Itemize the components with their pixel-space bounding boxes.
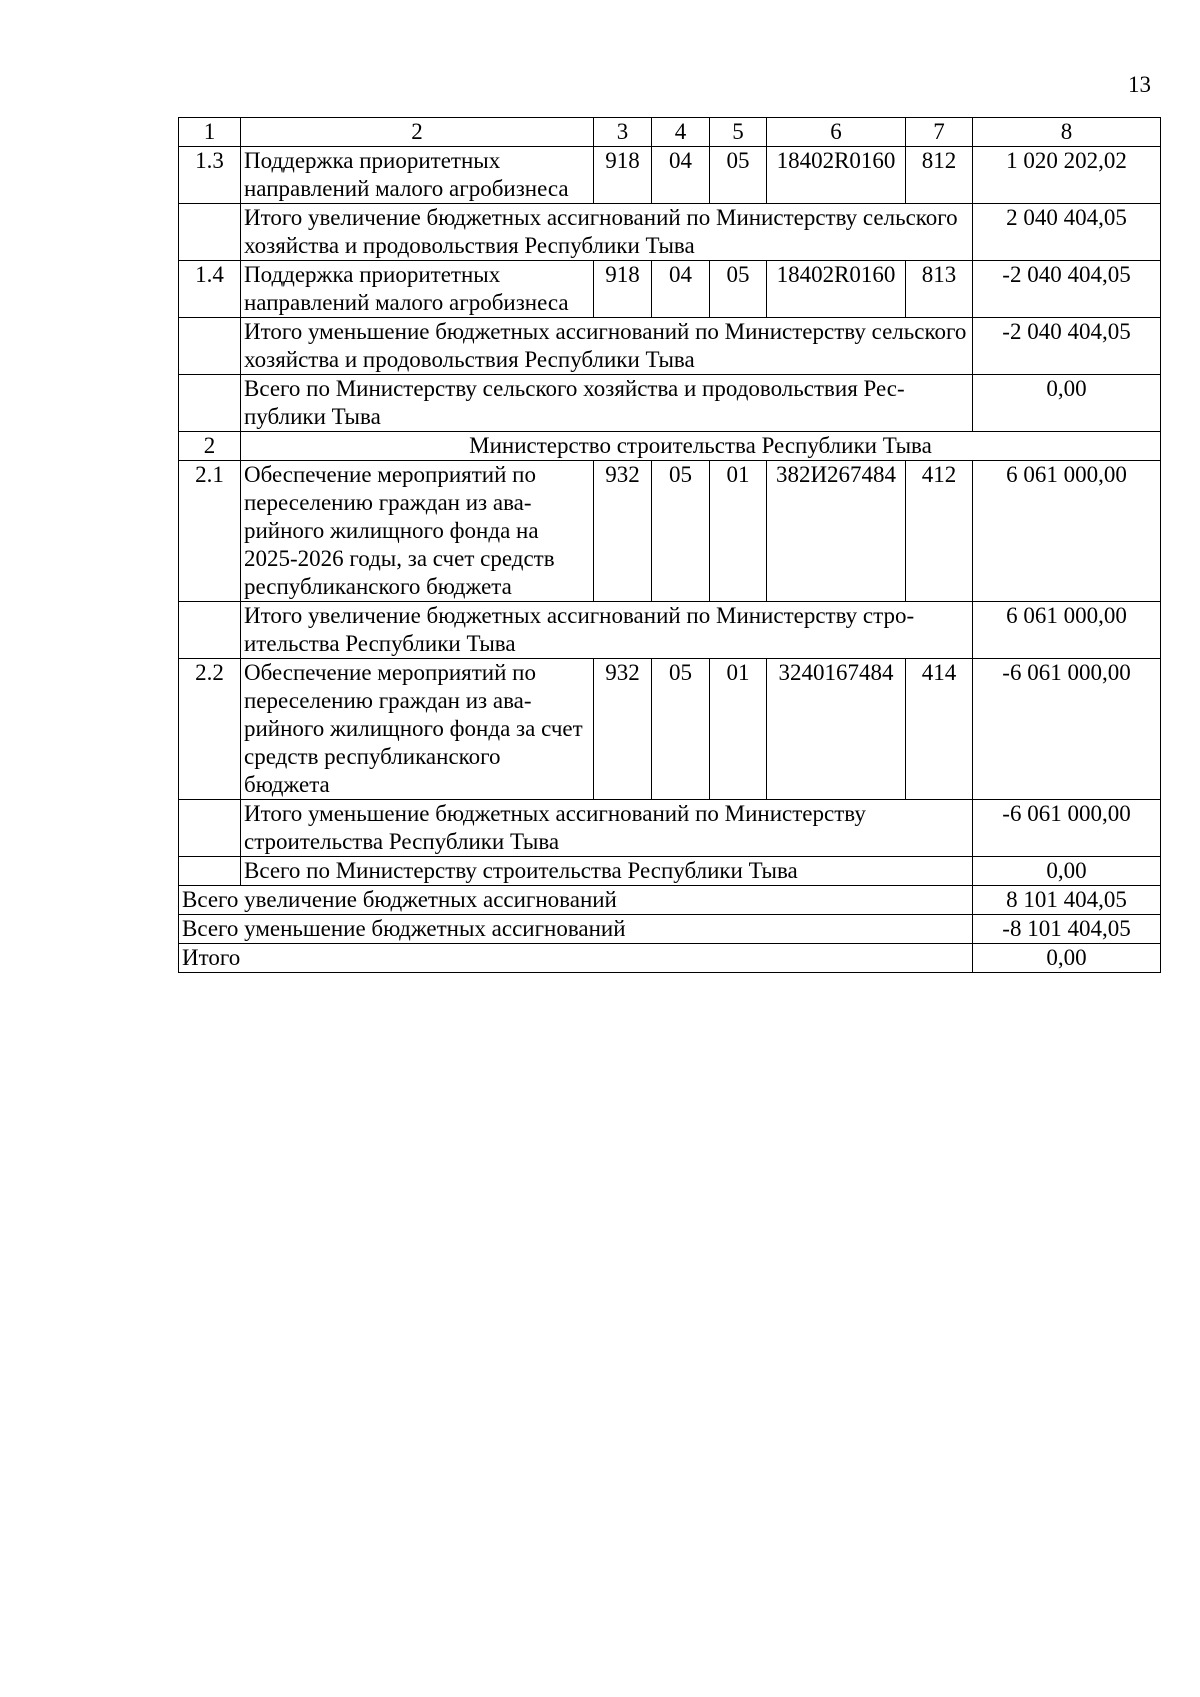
row-number bbox=[179, 204, 241, 261]
header-cell: 5 bbox=[710, 118, 767, 147]
amount-cell: -2 040 404,05 bbox=[973, 318, 1161, 375]
item-name: Обеспечение мероприятий по переселению граждан из аварийного жилищного фонда за счет средств республиканского бюджета bbox=[241, 659, 594, 800]
code-cell: 04 bbox=[652, 147, 710, 204]
total-label: Итого bbox=[179, 944, 973, 973]
code-cell: 932 bbox=[594, 461, 652, 602]
total-row bbox=[179, 944, 1161, 973]
subtotal-row bbox=[179, 318, 1161, 375]
row-number bbox=[179, 857, 241, 886]
subtotal-row bbox=[179, 800, 1161, 857]
amount-cell: 0,00 bbox=[973, 375, 1161, 432]
amount-cell: -6 061 000,00 bbox=[973, 800, 1161, 857]
amount-cell: 8 101 404,05 bbox=[973, 886, 1161, 915]
code-cell: 812 bbox=[906, 147, 973, 204]
table-row bbox=[179, 147, 1161, 204]
code-cell: 05 bbox=[710, 147, 767, 204]
row-number: 2.1 bbox=[179, 461, 241, 602]
amount-cell: 0,00 bbox=[973, 857, 1161, 886]
header-cell: 8 bbox=[973, 118, 1161, 147]
row-number bbox=[179, 318, 241, 375]
code-cell: 01 bbox=[710, 659, 767, 800]
header-cell: 2 bbox=[241, 118, 594, 147]
header-cell: 6 bbox=[767, 118, 906, 147]
item-name: Поддержка приоритетных направлений малого агробизнеса bbox=[241, 147, 594, 204]
amount-cell: 6 061 000,00 bbox=[973, 461, 1161, 602]
subtotal-label: Всего по Министерству сельского хозяйства и продовольствия Республики Тыва bbox=[241, 375, 973, 432]
row-number: 1.3 bbox=[179, 147, 241, 204]
item-name: Поддержка приоритетных направлений малого агробизнеса bbox=[241, 261, 594, 318]
amount-cell: 6 061 000,00 bbox=[973, 602, 1161, 659]
subtotal-row bbox=[179, 602, 1161, 659]
subtotal-row bbox=[179, 375, 1161, 432]
row-number bbox=[179, 800, 241, 857]
budget-table bbox=[178, 117, 1161, 973]
section-title: Министерство строительства Республики Тыва bbox=[241, 432, 1161, 461]
table-row bbox=[179, 261, 1161, 318]
row-number: 1.4 bbox=[179, 261, 241, 318]
code-cell: 918 bbox=[594, 147, 652, 204]
table-row bbox=[179, 461, 1161, 602]
code-cell: 813 bbox=[906, 261, 973, 318]
code-cell: 382И267484 bbox=[767, 461, 906, 602]
subtotal-label: Итого увеличение бюджетных ассигнований по Министерству сельского хозяйства и продовольствия Республики Тыва bbox=[241, 204, 973, 261]
code-cell: 3240167484 bbox=[767, 659, 906, 800]
amount-cell: 1 020 202,02 bbox=[973, 147, 1161, 204]
amount-cell: 2 040 404,05 bbox=[973, 204, 1161, 261]
header-cell: 3 bbox=[594, 118, 652, 147]
row-number bbox=[179, 602, 241, 659]
item-name: Обеспечение мероприятий по переселению граждан из аварийного жилищного фонда на 2025-2026 годы, за счет средств республиканского бюджета bbox=[241, 461, 594, 602]
code-cell: 414 bbox=[906, 659, 973, 800]
subtotal-label: Всего по Министерству строительства Республики Тыва bbox=[241, 857, 973, 886]
code-cell: 01 bbox=[710, 461, 767, 602]
header-cell: 4 bbox=[652, 118, 710, 147]
code-cell: 412 bbox=[906, 461, 973, 602]
amount-cell: -2 040 404,05 bbox=[973, 261, 1161, 318]
subtotal-row bbox=[179, 204, 1161, 261]
total-row bbox=[179, 915, 1161, 944]
header-cell: 1 bbox=[179, 118, 241, 147]
header-cell: 7 bbox=[906, 118, 973, 147]
subtotal-label: Итого увеличение бюджетных ассигнований по Министерству строительства Республики Тыва bbox=[241, 602, 973, 659]
code-cell: 18402R0160 bbox=[767, 261, 906, 318]
code-cell: 918 bbox=[594, 261, 652, 318]
code-cell: 18402R0160 bbox=[767, 147, 906, 204]
subtotal-row bbox=[179, 857, 1161, 886]
subtotal-label: Итого уменьшение бюджетных ассигнований по Министерству сельского хозяйства и продовольствия Республики Тыва bbox=[241, 318, 973, 375]
row-number: 2.2 bbox=[179, 659, 241, 800]
amount-cell: 0,00 bbox=[973, 944, 1161, 973]
header-row bbox=[179, 118, 1161, 147]
total-row bbox=[179, 886, 1161, 915]
code-cell: 05 bbox=[652, 659, 710, 800]
code-cell: 932 bbox=[594, 659, 652, 800]
code-cell: 04 bbox=[652, 261, 710, 318]
code-cell: 05 bbox=[652, 461, 710, 602]
amount-cell: -8 101 404,05 bbox=[973, 915, 1161, 944]
code-cell: 05 bbox=[710, 261, 767, 318]
total-label: Всего уменьшение бюджетных ассигнований bbox=[179, 915, 973, 944]
section-number: 2 bbox=[179, 432, 241, 461]
table-row bbox=[179, 659, 1161, 800]
row-number bbox=[179, 375, 241, 432]
subtotal-label: Итого уменьшение бюджетных ассигнований по Министерству строительства Республики Тыва bbox=[241, 800, 973, 857]
section-row bbox=[179, 432, 1161, 461]
page-number: 13 bbox=[1128, 72, 1151, 97]
total-label: Всего увеличение бюджетных ассигнований bbox=[179, 886, 973, 915]
amount-cell: -6 061 000,00 bbox=[973, 659, 1161, 800]
